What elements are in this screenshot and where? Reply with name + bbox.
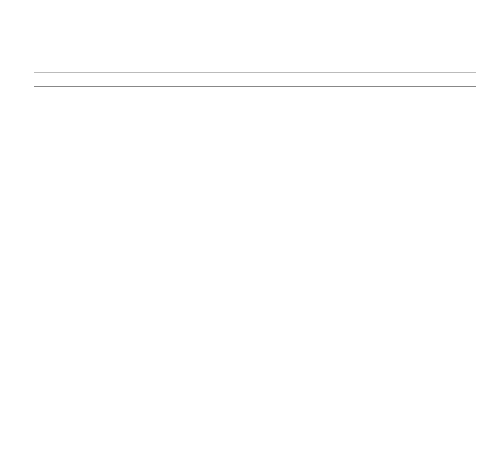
calendar-grid (34, 86, 476, 438)
weekday-top-rule (34, 72, 476, 73)
